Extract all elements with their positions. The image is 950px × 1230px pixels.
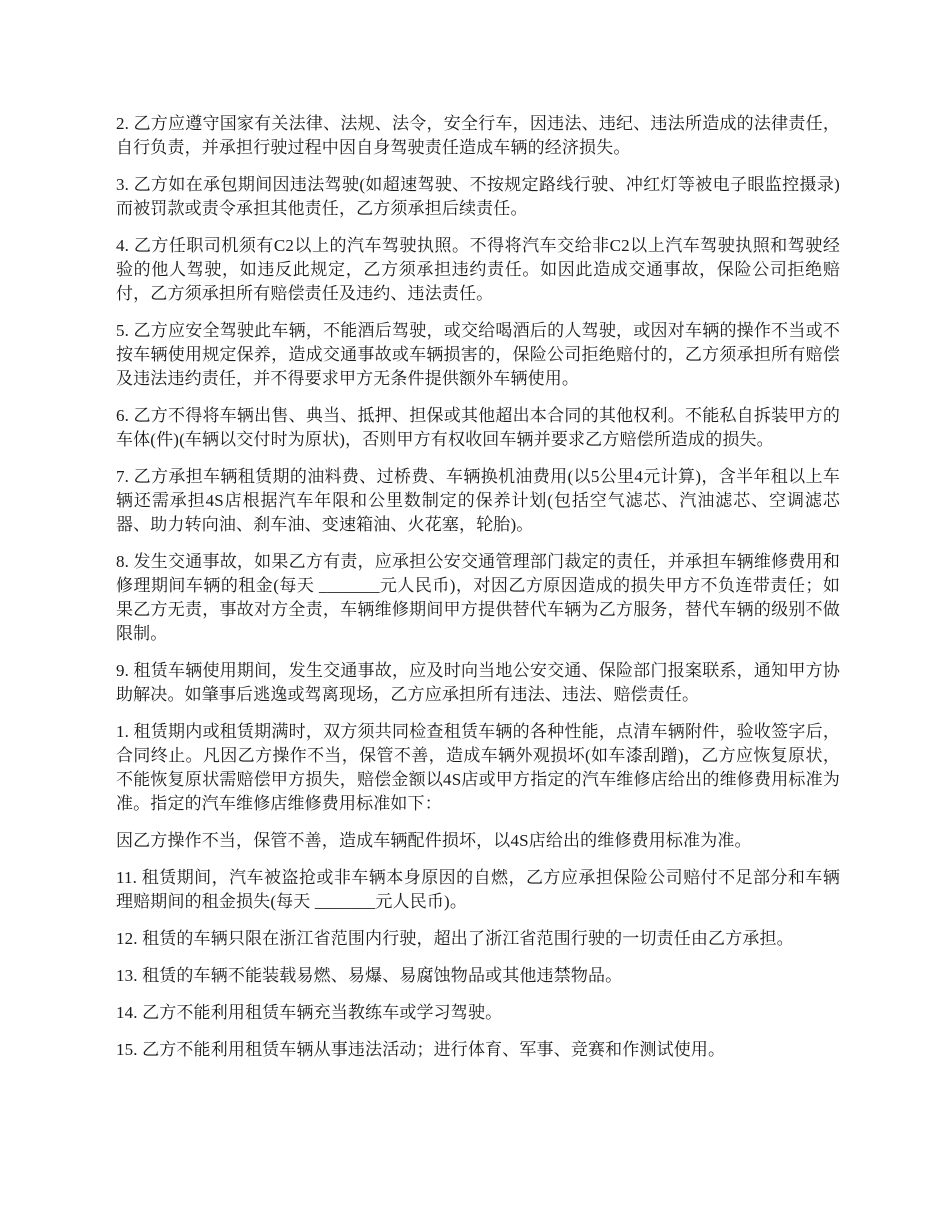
clause-4: 4. 乙方任职司机须有C2以上的汽车驾驶执照。不得将汽车交给非C2以上汽车驾驶执照和驾驶经验的他人驾驶，如违反此规定，乙方须承担违约责任。如因此造成交通事故，保险公司拒绝赔付，乙方须承担所有赔偿责任及违约、违法责任。 [116,236,840,303]
clause-14: 14. 乙方不能利用租赁车辆充当教练车或学习驾驶。 [116,1003,503,1022]
clause-parts-damage: 因乙方操作不当，保管不善，造成车辆配件损坏，以4S店给出的维修费用标准为准。 [116,831,752,850]
clause-15: 15. 乙方不能利用租赁车辆从事违法活动；进行体育、军事、竞赛和作测试使用。 [116,1040,726,1059]
clause-9: 9. 租赁车辆使用期间，发生交通事故，应及时向当地公安交通、保险部门报案联系，通知甲方协助解决。如肇事后逃逸或驾离现场，乙方应承担所有违法、违法、赔偿责任。 [116,661,840,704]
clause-3: 3. 乙方如在承包期间因违法驾驶(如超速驾驶、不按规定路线行驶、冲红灯等被电子眼监控摄录)而被罚款或责令承担其他责任，乙方须承担后续责任。 [116,175,840,218]
clause-12: 12. 租赁的车辆只限在浙江省范围内行驶，超出了浙江省范围行驶的一切责任由乙方承担。 [116,929,794,948]
clause-13: 13. 租赁的车辆不能装载易燃、易爆、易腐蚀物品或其他违禁物品。 [116,966,623,985]
document-page [116,112,840,1075]
clause-6: 6. 乙方不得将车辆出售、典当、抵押、担保或其他超出本合同的其他权利。不能私自拆装甲方的车体(件)(车辆以交付时为原状)，否则甲方有权收回车辆并要求乙方赔偿所造成的损失。 [116,406,840,449]
clause-1-return-inspection: 1. 租赁期内或租赁期满时，双方须共同检查租赁车辆的各种性能，点清车辆附件，验收签字后，合同终止。凡因乙方操作不当，保管不善，造成车辆外观损坏(如车漆刮蹭)，乙方应恢复原状，不能恢复原状需赔偿甲方损失，赔偿金额以4S店或甲方指定的汽车维修店给出的维修费用标准为准。指定的汽车维修店维修费用标准如下： [116,722,840,813]
clause-11: 11. 租赁期间，汽车被盗抢或非车辆本身原因的自燃，乙方应承担保险公司赔付不足部分和车辆理赔期间的租金损失(每天 _______元人民币)。 [116,868,840,911]
clause-5: 5. 乙方应安全驾驶此车辆，不能酒后驾驶，或交给喝酒后的人驾驶，或因对车辆的操作不当或不按车辆使用规定保养，造成交通事故或车辆损害的，保险公司拒绝赔付的，乙方须承担所有赔偿及违法违约责任，并不得要求甲方无条件提供额外车辆使用。 [116,321,840,388]
clause-2: 2. 乙方应遵守国家有关法律、法规、法令，安全行车，因违法、违纪、违法所造成的法律责任，自行负责，并承担行驶过程中因自身驾驶责任造成车辆的经济损失。 [116,114,840,157]
clause-8: 8. 发生交通事故，如果乙方有责，应承担公安交通管理部门裁定的责任，并承担车辆维修费用和修理期间车辆的租金(每天 _______元人民币)，对因乙方原因造成的损失甲方不负连带责任；如果乙方无责，事故对方全责，车辆维修期间甲方提供替代车辆为乙方服务，替代车辆的级别不做限制。 [116,552,840,643]
clause-7: 7. 乙方承担车辆租赁期的油料费、过桥费、车辆换机油费用(以5公里4元计算)，含半年租以上车辆还需承担4S店根据汽车年限和公里数制定的保养计划(包括空气滤芯、汽油滤芯、空调滤芯器、助力转向油、刹车油、变速箱油、火花塞，轮胎)。 [116,467,840,534]
